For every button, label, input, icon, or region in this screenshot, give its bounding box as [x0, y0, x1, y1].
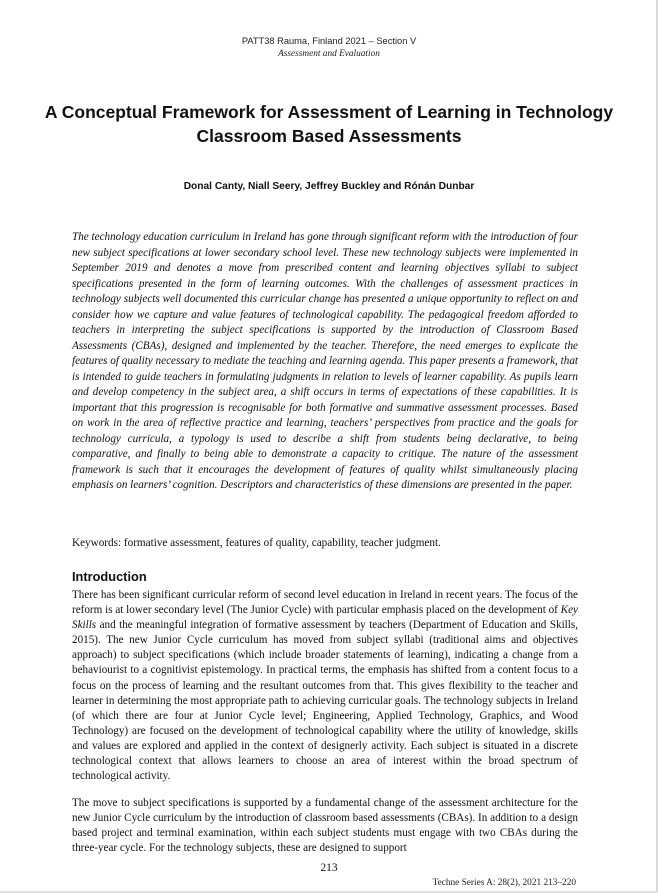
- introduction-paragraph-2: The move to subject specifications is supported by a fundamental change of the assessment architecture for the new Junior Cycle curriculum by the introduction of classroom based assessments (CBAs). In addition to a design based project and terminal examination, within each subject students must engage with two CBAs during the three-year cycle. For the technology subjects, these are designed to support: [72, 797, 578, 855]
- intro-text-start: There has been significant curricular reform of second level education in Ireland in recent years. The focus of the reform is at lower secondary level (The Junior Cycle) with particular emphasis placed on the development of: [72, 589, 578, 617]
- intro-text-rest: and the meaningful integration of formative assessment by teachers (Department of Education and Skills, 2015). The new Junior Cycle curriculum has moved from subject syllabi (traditional aims and objectives approach) to subject specifications (which include broader statements of learning), indicating a change from a behaviourist to a cognitivist epistemology. In practical terms, the emphasis has shifted from a content focus to a focus on the process of learning and the resultant outcomes from that. This gives flexibility to the teacher and learner in determining the most appropriate path to achieving curricular goals. The technology subjects in Ireland (of which there are four at Junior Cycle level; Engineering, Applied Technology, Graphics, and Wood Technology) are focused on the development of technological capability where the utility of knowledge, skills and values are explored and applied in the context of designerly activity. Each subject is situated in a discrete technological context that allows learners to choose an area of interest within the broad spectrum of technological activity.: [72, 619, 578, 783]
- conference-header: PATT38 Rauma, Finland 2021 – Section V: [241, 36, 417, 46]
- keywords: Keywords: formative assessment, features of quality, capability, teacher judgment.: [72, 537, 441, 549]
- section-heading-introduction: Introduction: [72, 569, 147, 584]
- journal-footer: Techne Series A: 28(2), 2021 213–220: [432, 878, 576, 888]
- key-skills-emphasis: Key Skills: [72, 604, 578, 632]
- page-number: 213: [320, 862, 338, 874]
- introduction-paragraph-1: [72, 588, 578, 784]
- paper-authors: Donal Canty, Niall Seery, Jeffrey Buckley and Rónán Dunbar: [183, 181, 475, 192]
- paper-title: A Conceptual Framework for Assessment of Learning in Technology Classroom Based Assessments: [44, 102, 614, 146]
- section-subheader: Assessment and Evaluation: [278, 49, 380, 59]
- abstract: The technology education curriculum in Ireland has gone through significant reform with the introduction of four new subject specifications at lower secondary school level. These new technology subjects were implemented in September 2019 and denotes a move from prescribed content and learning objectives syllabi to subject specifications presented in the form of learning outcomes. With the challenges of assessment practices in technology subjects well documented this curricular change has presented a unique opportunity to reflect on and consider how we capture and value features of technological capability. The pedagogical freedom afforded to teachers in interpreting the subject specifications is supported by the introduction of Classroom Based Assessments (CBAs), designed and implemented by the teacher. Therefore, the need emerges to explicate the features of quality necessary to mediate the teaching and learning agenda. This paper presents a framework, that is intended to guide teachers in formulating judgments in relation to levels of learner capability. As pupils learn and develop competency in the subject area, a shift occurs in terms of expectations of these capabilities. It is important that this progression is recognisable for both formative and summative assessment processes. Based on work in the area of reflective practice and learning, teachers’ perspectives from practice and the goals for technology curricula, a typology is used to describe a shift from students being declarative, to being comparative, and finally to being able to demonstrate a capacity to critique. The nature of the assessment framework is such that it encourages the development of features of quality whilst simultaneously placing emphasis on learners’ cognition. Descriptors and characteristics of these dimensions are presented in the paper.: [72, 231, 578, 491]
